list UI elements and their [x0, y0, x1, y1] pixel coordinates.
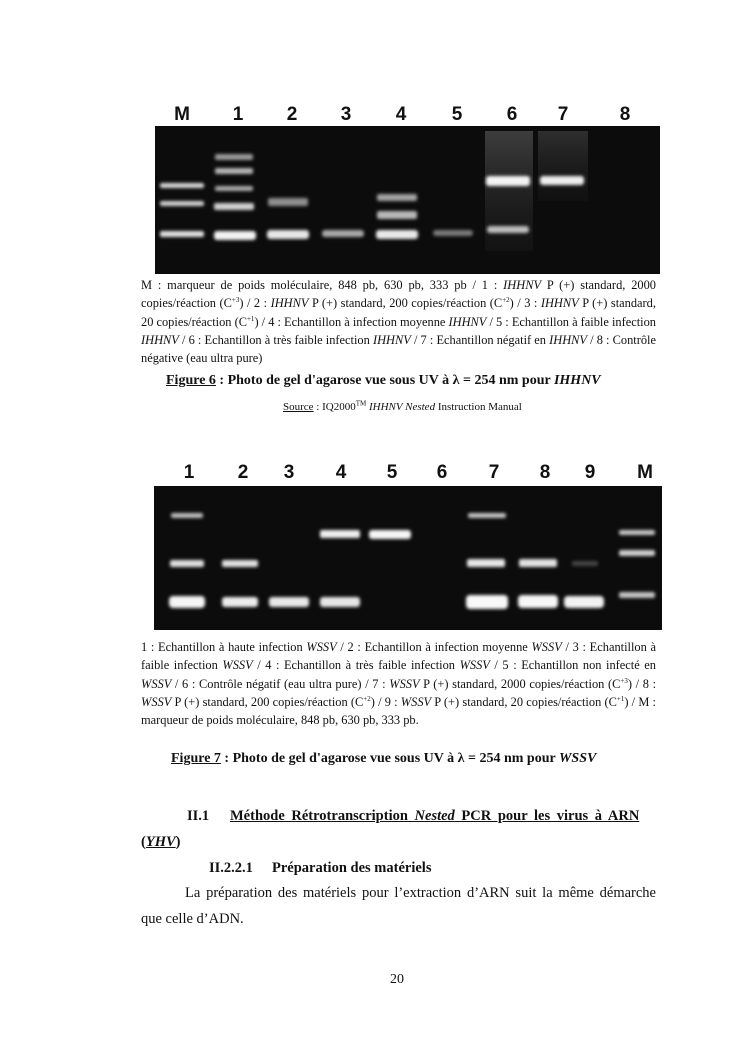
caption-segment: / 5 : Echantillon à faible infection [486, 314, 657, 329]
lane-label: 3 [283, 462, 295, 483]
lane-label: 6 [506, 104, 518, 125]
figure6-label: Figure 6 [166, 373, 216, 388]
caption-segment: / 2 : Echantillon à infection moyenne [336, 640, 532, 654]
lane-label: 3 [340, 104, 352, 125]
caption-segment: WSSV [222, 658, 253, 673]
caption-segment: +1 [616, 694, 625, 703]
caption-segment: P (+) standard, 200 copies/réaction (C [308, 296, 503, 311]
caption-segment: 1 : Echantillon à haute infection [141, 640, 307, 654]
caption-segment: +2 [363, 694, 371, 703]
lane-label: 7 [557, 104, 569, 125]
caption-segment: WSSV [531, 640, 562, 654]
caption-segment: M : marqueur de poids moléculaire, 848 pb, 630 pb, 333 pb / 1 : [141, 278, 504, 292]
caption-segment: WSSV [389, 676, 420, 691]
caption-segment: IHHNV [372, 332, 411, 347]
lane-label: M [637, 462, 653, 483]
figure6-source [283, 401, 522, 413]
figure6-title [166, 373, 601, 389]
figure7-title-text: : Photo de gel d'agarose vue sous UV à λ = 254 nm pour [220, 751, 559, 766]
caption-segment: WSSV [459, 658, 490, 673]
subsection-number: II.2.2.1 [209, 860, 253, 876]
lane-label: M [174, 104, 190, 125]
caption-segment: WSSV [141, 694, 172, 709]
figure7-gel-image [154, 486, 662, 630]
lane-label: 2 [286, 104, 298, 125]
lane-label: 4 [395, 104, 407, 125]
section-title-b: Nested [414, 808, 455, 824]
lane-label: 5 [386, 462, 398, 483]
caption-segment: IHHNV [540, 296, 579, 311]
lane-label: 8 [619, 104, 631, 125]
lane-label: 8 [539, 462, 551, 483]
figure6-title-virus: IHHNV [553, 373, 601, 388]
figure7-caption [141, 638, 656, 729]
caption-segment: ) / 4 : Echantillon à infection moyenne [254, 314, 449, 329]
figure7-lane-labels [0, 462, 745, 488]
section-title-continued: (YHV) [141, 834, 181, 850]
lane-label: 7 [488, 462, 500, 483]
source-text: : IQ2000 [313, 401, 356, 413]
lane-label: 2 [237, 462, 249, 483]
caption-segment: IHHNV [448, 314, 487, 329]
trademark-sup: TM [355, 399, 367, 408]
caption-segment: IHHNV [141, 332, 179, 347]
lane-label: 6 [436, 462, 448, 483]
section-title-a: Méthode Rétrotranscription [230, 808, 415, 824]
caption-segment: / 6 : Contrôle négatif (eau ultra pure) / 7 : [171, 676, 390, 691]
caption-segment: +3 [620, 676, 628, 685]
figure6-caption [141, 276, 656, 367]
section-title-c: PCR pour les virus à ARN [454, 808, 640, 824]
caption-segment: P (+) standard, 20 copies/réaction (C [431, 694, 617, 709]
source-italic: IHHNV Nested [366, 401, 436, 413]
caption-segment: P (+) standard, 20 copies/réaction (C [141, 296, 656, 329]
caption-segment: WSSV [400, 694, 432, 709]
caption-segment: ) / 3 : [509, 296, 541, 311]
section-virus: YHV [145, 834, 176, 850]
caption-segment: ) / 2 : [239, 296, 271, 311]
lane-label: 5 [451, 104, 463, 125]
caption-segment: +3 [231, 296, 240, 305]
caption-segment: / 3 : Echantillon à faible infection [141, 640, 657, 673]
caption-segment: / 8 : Contrôle négative (eau ultra pure) [141, 332, 656, 366]
source-label: Source [283, 401, 314, 413]
lane-label: 1 [232, 104, 244, 125]
caption-segment: +2 [502, 296, 510, 305]
source-end: Instruction Manual [435, 401, 522, 413]
paragraph: La préparation des matériels pour l’extraction d’ARN suit la même démarche que celle d’ADN. [141, 885, 656, 927]
figure7-title-virus: WSSV [558, 751, 597, 766]
caption-segment: / 6 : Echantillon à très faible infection [178, 332, 373, 347]
lane-label: 1 [183, 462, 195, 483]
lane-label: 4 [335, 462, 347, 483]
caption-segment: / 4 : Echantillon à très faible infection [252, 658, 460, 673]
page-number: 20 [390, 972, 404, 987]
caption-segment: IHHNV [549, 332, 587, 347]
lane-label: 9 [584, 462, 596, 483]
figure7-label: Figure 7 [171, 751, 221, 766]
caption-segment: WSSV [141, 676, 172, 691]
subsection-title: Préparation des matériels [272, 860, 432, 876]
section-title [230, 808, 655, 825]
caption-segment: P (+) standard, 2000 copies/réaction (C [141, 278, 656, 311]
figure6-gel-image [155, 126, 660, 274]
caption-segment: IHHNV [503, 278, 542, 292]
caption-segment: / 7 : Echantillon négatif en [410, 332, 550, 347]
figure7-title [171, 751, 596, 767]
caption-segment: ) / 8 : [627, 676, 657, 691]
caption-segment: ) / M : marqueur de poids moléculaire, 848 pb, 630 pb, 333 pb. [141, 694, 656, 728]
caption-segment: WSSV [306, 640, 337, 654]
figure6-title-text: : Photo de gel d'agarose vue sous UV à λ = 254 nm pour [215, 373, 554, 388]
caption-segment: P (+) standard, 2000 copies/réaction (C [419, 676, 621, 691]
caption-segment: ) / 9 : [370, 694, 401, 709]
caption-segment: +1 [246, 314, 255, 323]
caption-segment: P (+) standard, 200 copies/réaction (C [171, 694, 364, 709]
caption-segment: IHHNV [270, 296, 309, 311]
section-number: II.1 [187, 808, 210, 824]
caption-segment: / 5 : Echantillon non infecté en [489, 658, 656, 673]
